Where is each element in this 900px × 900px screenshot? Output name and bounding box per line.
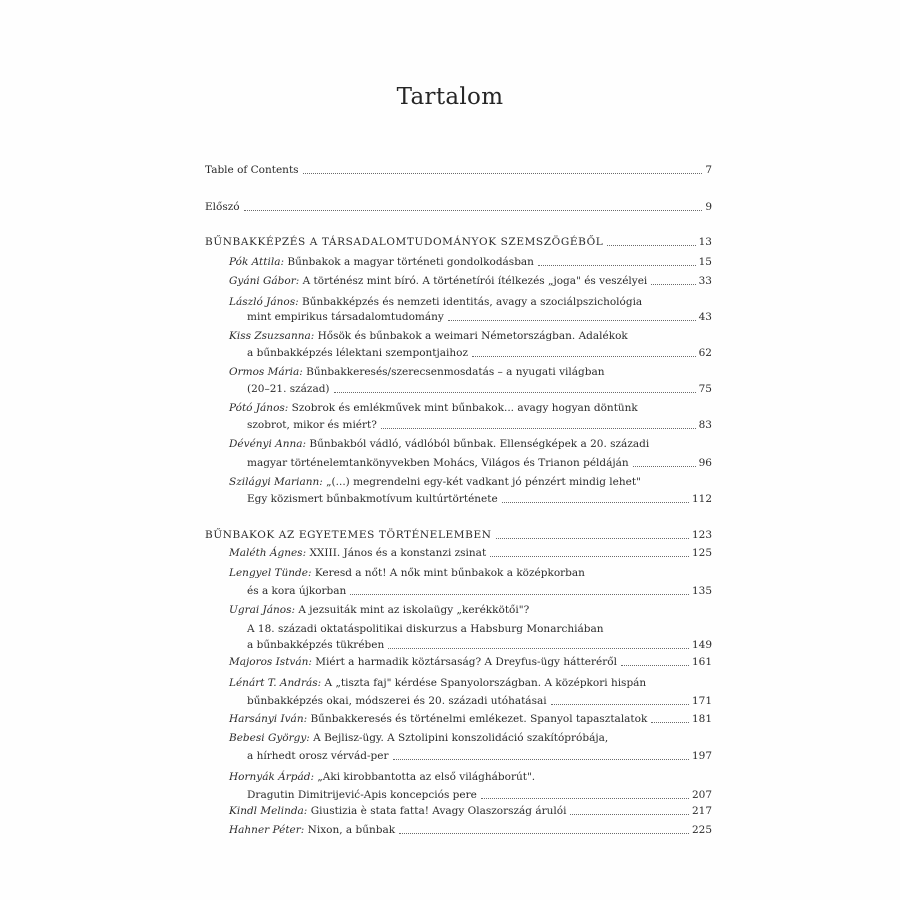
- toc-entry-line: [229, 672, 712, 690]
- toc-entry-line: [247, 378, 712, 396]
- entry-author: Maléth Ágnes:: [229, 547, 307, 559]
- entry-title: Bűnbakkeresés/szerecsenmosdatás – a nyugati világban: [302, 366, 605, 378]
- toc-entry-line: [247, 414, 712, 432]
- entry-author: Kindl Melinda:: [229, 805, 308, 817]
- dot-leader: [448, 319, 696, 321]
- entry-author: Ugrai János:: [229, 604, 296, 616]
- page-number: 43: [698, 311, 712, 323]
- entry-title: Szobrok és emlékművek mint bűnbakok... avagy hogyan döntünk: [288, 402, 638, 414]
- dot-leader: [490, 555, 689, 557]
- entry-title-continued: mint empirikus társadalomtudomány: [247, 311, 444, 323]
- dot-leader: [350, 593, 689, 595]
- entry-title-continued: (20–21. század): [247, 383, 330, 395]
- entry-title: Miért a harmadik köztársaság? A Dreyfus-ügy hátteréről: [311, 656, 617, 668]
- toc-entry-line: [229, 599, 712, 617]
- toc-section-heading: [205, 524, 712, 542]
- entry-author: László János:: [229, 296, 299, 308]
- toc-entry-line: [229, 397, 712, 415]
- toc-entry-line: [247, 488, 712, 506]
- section-title: BŰNBAKOK AZ EGYETEMES TÖRTÉNELEMBEN: [205, 529, 492, 541]
- toc-entry-line: [247, 745, 712, 763]
- entry-title-continued: bűnbakképzés okai, módszerei és 20. századi utóhatásai: [247, 695, 547, 707]
- dot-leader: [651, 721, 689, 723]
- entry-author: Lénárt T. András:: [229, 677, 322, 689]
- entry-title: A történész mint bíró. A történetírói ítélkezés „joga" és veszélyei: [299, 275, 648, 287]
- entry-author: Ormos Mária:: [229, 366, 303, 378]
- entry-author: Pók Attila:: [229, 256, 285, 268]
- entry-title: Bűnbakképzés és nemzeti identitás, avagy a szociálpszichológia: [298, 296, 643, 308]
- page-number: 9: [705, 201, 712, 213]
- entry-author: Harsányi Iván:: [229, 713, 308, 725]
- entry-author: Kiss Zsuzsanna:: [229, 330, 315, 342]
- entry-title: Giustizia è stata fatta! Avagy Olaszország árulói: [307, 805, 567, 817]
- toc-entry-line: [247, 634, 712, 652]
- page-number: 96: [698, 457, 712, 469]
- page-number: 83: [698, 419, 712, 431]
- entry-title: Hősök és bűnbakok a weimari Németországban. Adalékok: [314, 330, 628, 342]
- toc-entry-line: [247, 690, 712, 708]
- dot-leader: [502, 501, 689, 503]
- page-number: 125: [691, 547, 712, 559]
- toc-entry-line: [247, 452, 712, 470]
- entry-author: Szilágyi Mariann:: [229, 476, 323, 488]
- entry-title-continued: a bűnbakképzés tükrében: [247, 639, 385, 651]
- entry-title: Nixon, a bűnbak: [304, 824, 396, 836]
- dot-leader: [244, 209, 703, 211]
- dot-leader: [633, 465, 696, 467]
- toc-entry-line: [229, 708, 712, 726]
- toc-entry-line: [247, 342, 712, 360]
- dot-leader: [570, 813, 689, 815]
- entry-title: Table of Contents: [205, 164, 299, 176]
- toc-entry-line: [229, 727, 712, 745]
- toc-entry-line: [229, 651, 712, 669]
- page-number: 225: [691, 824, 712, 836]
- page-title: Tartalom: [396, 84, 504, 110]
- entry-author: Majoros István:: [229, 656, 312, 668]
- dot-leader: [607, 244, 695, 246]
- dot-leader: [621, 664, 689, 666]
- entry-title-continued: Dragutin Dimitrijević-Apis koncepciós pere: [247, 789, 477, 801]
- entry-title: „Aki kirobbantotta az első világháborút".: [314, 771, 536, 783]
- page-number: 161: [691, 656, 712, 668]
- toc-entry-line: [229, 433, 712, 451]
- page-number: 112: [691, 493, 712, 505]
- entry-title: „(...) megrendelni egy-két vadkant jó pénzért mindig lehet": [322, 476, 641, 488]
- entry-author: Dévényi Anna:: [229, 438, 307, 450]
- toc-entry: [205, 196, 712, 214]
- dot-leader: [399, 832, 689, 834]
- page-number: 123: [691, 529, 712, 541]
- dot-leader: [481, 797, 689, 799]
- entry-title-continued: A 18. századi oktatáspolitikai diskurzus a Habsburg Monarchiában: [247, 623, 604, 635]
- toc-entry-line: [229, 766, 712, 784]
- entry-title: A jezsuiták mint az iskolaügy „kerékkötői"?: [295, 604, 530, 616]
- entry-title: Bűnbakkeresés és történelmi emlékezet. Spanyol tapasztalatok: [307, 713, 648, 725]
- entry-title: A „tiszta faj" kérdése Spanyolországban. A középkori hispán: [321, 677, 647, 689]
- page-number: 197: [691, 750, 712, 762]
- entry-title-continued: a bűnbakképzés lélektani szempontjaihoz: [247, 347, 469, 359]
- toc-entry-line: [229, 471, 712, 489]
- page-number: 62: [698, 347, 712, 359]
- entry-author: Bebesi György:: [229, 732, 310, 744]
- toc-entry-line: [229, 800, 712, 818]
- entry-title-continued: szobrot, mikor és miért?: [247, 419, 377, 431]
- entry-author: Hornyák Árpád:: [229, 771, 314, 783]
- page-number: 171: [691, 695, 712, 707]
- page-number: 15: [698, 256, 712, 268]
- toc-entry-line: [229, 325, 712, 343]
- entry-title-continued: a hírhedt orosz vérvád-per: [247, 750, 389, 762]
- page-number: 33: [698, 275, 712, 287]
- entry-author: Hahner Péter:: [229, 824, 305, 836]
- dot-leader: [496, 537, 689, 539]
- entry-author: Gyáni Gábor:: [229, 275, 300, 287]
- dot-leader: [303, 172, 703, 174]
- page-number: 217: [691, 805, 712, 817]
- entry-title: XXIII. János és a konstanzi zsinat: [306, 547, 487, 559]
- toc-entry-line: [229, 819, 712, 837]
- page-number: 149: [691, 639, 712, 651]
- entry-title: Bűnbakok a magyar történeti gondolkodásban: [284, 256, 534, 268]
- dot-leader: [393, 758, 689, 760]
- toc-entry-line: [229, 361, 712, 379]
- toc-entry-line: [229, 251, 712, 269]
- toc-entry-line: [229, 562, 712, 580]
- toc-entry-line: [247, 580, 712, 598]
- entry-author: Pótó János:: [229, 402, 289, 414]
- entry-title-continued: Egy közismert bűnbakmotívum kultúrtörténete: [247, 493, 498, 505]
- toc-entry-line: [229, 270, 712, 288]
- entry-title-continued: és a kora újkorban: [247, 585, 347, 597]
- page-number: 7: [705, 164, 712, 176]
- page-number: 75: [698, 383, 712, 395]
- page-number: 13: [698, 236, 712, 248]
- dot-leader: [472, 355, 696, 357]
- toc-entry-line: [247, 306, 712, 324]
- dot-leader: [381, 427, 696, 429]
- section-title: BŰNBAKKÉPZÉS A TÁRSADALOMTUDOMÁNYOK SZEMSZÖGÉBŐL: [205, 236, 604, 248]
- toc-section-heading: [205, 231, 712, 249]
- dot-leader: [388, 647, 689, 649]
- page-number: 181: [691, 713, 712, 725]
- entry-author: Lengyel Tünde:: [229, 567, 312, 579]
- dot-leader: [538, 264, 696, 266]
- dot-leader: [551, 703, 689, 705]
- entry-title: Bűnbakból vádló, vádlóból bűnbak. Ellenségképek a 20. századi: [306, 438, 650, 450]
- page-number: 207: [691, 789, 712, 801]
- entry-title: Előszó: [205, 201, 240, 213]
- entry-title-continued: magyar történelemtankönyvekben Mohács, Világos és Trianon példáján: [247, 457, 629, 469]
- page-number: 135: [691, 585, 712, 597]
- dot-leader: [651, 283, 695, 285]
- toc-entry: [205, 159, 712, 177]
- entry-title: A Bejlisz-ügy. A Sztolipini konszolidáció szakítópróbája,: [309, 732, 609, 744]
- toc-entry-line: [229, 542, 712, 560]
- dot-leader: [334, 391, 696, 393]
- entry-title: Keresd a nőt! A nők mint bűnbakok a középkorban: [311, 567, 585, 579]
